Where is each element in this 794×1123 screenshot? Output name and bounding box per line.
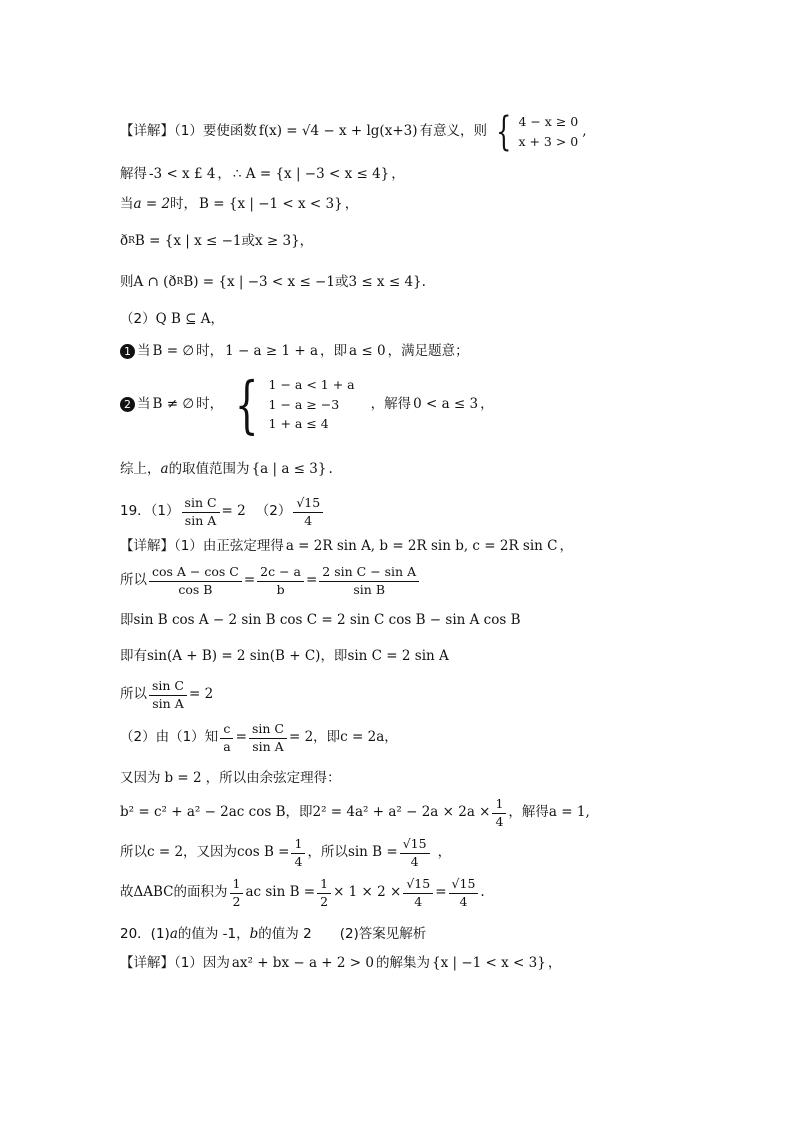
- line-12: [120, 566, 421, 596]
- line-17: [120, 772, 341, 786]
- text: ，: [559, 538, 573, 554]
- math: Q B ⊆ A: [155, 311, 211, 327]
- circled-number: 1: [120, 344, 135, 359]
- numerator: 1: [291, 838, 305, 854]
- answer-19: [120, 497, 325, 527]
- numerator: 1: [317, 878, 331, 894]
- fraction: [291, 838, 305, 868]
- fraction: [182, 497, 220, 527]
- fraction: [257, 566, 304, 596]
- denominator: sin A: [152, 695, 184, 711]
- sys-row: 4 − x ≥ 0: [518, 114, 579, 129]
- math: b² = c² + a² − 2ac cos B: [120, 804, 286, 821]
- math: a = 1: [548, 804, 586, 821]
- line-22: [120, 957, 561, 971]
- text: 有意义，则: [419, 123, 487, 140]
- text: ，: [299, 233, 314, 249]
- math: f(x) = √4 − x + lg(x+3): [258, 123, 418, 140]
- text: ，: [384, 729, 398, 746]
- text: 时，: [170, 196, 198, 212]
- math: sin(A + B) = 2 sin(B + C): [147, 648, 321, 664]
- complement-symbol: ð: [120, 233, 129, 249]
- fraction: [220, 723, 233, 753]
- text: 所以: [120, 844, 147, 861]
- math: =: [243, 572, 256, 589]
- math: sin B cos A − 2 sin B cos C = 2 sin C cos B − sin A cos B: [133, 612, 521, 628]
- denominator: 4: [304, 512, 313, 528]
- math: 2² = 4a² + a² − 2a × 2a ×: [312, 804, 491, 821]
- math: =: [435, 884, 447, 901]
- line-20: [120, 878, 485, 908]
- math: -3 < x £ 4: [149, 166, 216, 182]
- line-13: [120, 614, 521, 628]
- text: 即有: [120, 648, 147, 664]
- line-7: [120, 344, 469, 359]
- math: ax² + bx − a + 2 > 0: [231, 955, 374, 971]
- text: ，即: [313, 729, 341, 746]
- sys-row: 1 − a < 1 + a: [268, 377, 355, 392]
- line-2: [120, 168, 405, 182]
- math: B = {x | −1 < x < 3}: [199, 196, 343, 212]
- text: 【详解】（1）由正弦定理得: [120, 538, 284, 554]
- answer-20: [120, 928, 426, 942]
- denominator: b: [276, 581, 285, 597]
- math: ∴ A = {x | −3 < x ≤ 4}: [232, 166, 390, 182]
- math: B ≠ ∅: [152, 396, 195, 413]
- text: 即: [120, 612, 134, 628]
- denominator: 4: [459, 893, 468, 909]
- math: x ≥ 3}: [254, 233, 300, 249]
- line-15: [120, 680, 213, 710]
- fraction: [249, 723, 287, 753]
- circled-number: 2: [120, 397, 135, 412]
- numerator: c: [220, 723, 233, 739]
- math: A ∩ (ð: [133, 274, 177, 290]
- math: B = {x | x ≤ −1: [134, 233, 242, 249]
- math: sin C = 2 sin A: [347, 648, 449, 664]
- text: 当: [137, 342, 151, 359]
- subscript: R: [176, 277, 184, 288]
- text: 解得: [120, 166, 147, 182]
- punct: ,: [582, 123, 587, 140]
- fraction: [293, 497, 323, 527]
- numerator: 2c − a: [257, 566, 304, 582]
- line-11: [120, 540, 573, 554]
- text: （2）: [255, 503, 292, 520]
- line-16: [120, 723, 398, 753]
- math: {a | a ≤ 3}: [251, 461, 327, 477]
- math: a ≤ 0: [349, 342, 386, 359]
- line-4: [120, 235, 313, 249]
- text: ，: [547, 955, 562, 971]
- denominator: a: [223, 738, 231, 754]
- fraction: [449, 878, 479, 908]
- text: ，又因为: [183, 844, 238, 861]
- math: sin B =: [347, 844, 398, 861]
- text: ，: [480, 396, 494, 413]
- text: 所以: [120, 686, 147, 703]
- math: ΔABC: [133, 884, 174, 901]
- detail-line-1: [120, 109, 587, 155]
- line-8: [120, 368, 494, 441]
- math: = 2: [288, 729, 314, 746]
- math: 0 < a ≤ 3: [413, 396, 479, 413]
- fraction: [317, 878, 331, 908]
- math: 1 − a ≥ 1 + a: [225, 342, 319, 359]
- math: 3 ≤ x ≤ 4}: [348, 274, 422, 290]
- punct: .: [328, 461, 333, 477]
- text: 的解集为: [375, 955, 430, 971]
- math: = 2: [189, 686, 214, 703]
- denominator: 4: [410, 853, 419, 869]
- math: a = 2R sin A, b = 2R sin b, c = 2R sin C: [285, 538, 558, 554]
- denominator: 2: [320, 893, 329, 909]
- text: 或: [241, 233, 255, 249]
- text: 当: [137, 396, 151, 413]
- denominator: sin B: [353, 581, 386, 597]
- text: 综上，: [120, 461, 161, 477]
- line-19: [120, 838, 451, 868]
- math: a = 2: [133, 196, 171, 212]
- text: （2）: [120, 311, 156, 327]
- text: ，所以: [307, 844, 348, 861]
- text: ，即: [320, 342, 348, 359]
- math: b = 2: [164, 770, 202, 786]
- math: c = 2: [147, 844, 184, 861]
- text: 时，: [196, 342, 224, 359]
- text: ，: [217, 166, 231, 182]
- text: 时，: [196, 396, 224, 413]
- line-9: [120, 463, 333, 477]
- line-14: [120, 650, 449, 664]
- text: 的面积为: [173, 884, 228, 901]
- fraction: [149, 566, 242, 596]
- math: cos B =: [237, 844, 290, 861]
- fraction: [403, 878, 433, 908]
- fraction: [492, 798, 506, 828]
- math: a: [169, 926, 178, 942]
- denominator: sin A: [252, 738, 284, 754]
- text: 【详解】（1）因为: [120, 955, 230, 971]
- text: ，解得: [508, 804, 549, 821]
- text: 的取值范围为: [168, 461, 250, 477]
- fraction: [319, 566, 419, 596]
- numerator: √15: [449, 878, 479, 894]
- fraction: [149, 680, 187, 710]
- numerator: 2 sin C − sin A: [319, 566, 419, 582]
- numerator: √15: [403, 878, 433, 894]
- inequality-system: { 1 − a < 1 + a 1 − a ≥ −3 1 + a ≤ 4: [234, 368, 355, 441]
- punct: .: [421, 274, 426, 290]
- text: ，: [437, 844, 452, 861]
- numerator: sin C: [182, 497, 220, 513]
- text: 故: [120, 884, 134, 901]
- text: 又因为: [120, 770, 161, 786]
- math: {x | −1 < x < 3}: [431, 955, 546, 971]
- text: 的值为 -1，: [177, 926, 250, 942]
- text: 20．(1): [120, 926, 170, 942]
- text: ，解得: [370, 396, 412, 413]
- line-5: [120, 276, 426, 290]
- fraction: [400, 838, 430, 868]
- numerator: 1: [492, 798, 506, 814]
- math: =: [305, 572, 318, 589]
- sys-row: x + 3 > 0: [518, 133, 579, 149]
- text: （2）由（1）知: [120, 729, 219, 746]
- numerator: 1: [230, 878, 244, 894]
- numerator: √15: [293, 497, 323, 513]
- line-6: [120, 313, 224, 327]
- text: (2)答案见解析: [339, 926, 427, 942]
- text: ，所以由余弦定理得：: [205, 770, 341, 786]
- text: ，: [391, 166, 405, 182]
- text: ，满足题意；: [387, 342, 469, 359]
- inequality-system: { 4 − x ≥ 0 x + 3 > 0: [496, 109, 579, 155]
- denominator: 4: [294, 853, 303, 869]
- text: ，即: [285, 804, 313, 821]
- math: a: [160, 461, 169, 477]
- math: B = ∅: [152, 342, 195, 359]
- math: B) = {x | −3 < x ≤ −1: [183, 274, 335, 290]
- text: 19．（1）: [120, 503, 180, 520]
- line-3: [120, 198, 358, 212]
- text: ，: [344, 196, 359, 212]
- numerator: √15: [400, 838, 430, 854]
- text: 所以: [120, 572, 147, 589]
- math: =: [235, 729, 247, 746]
- numerator: sin C: [149, 680, 187, 696]
- math: ac sin B =: [245, 884, 316, 901]
- denominator: 4: [414, 893, 423, 909]
- math: b: [249, 926, 259, 942]
- math: c = 2a: [340, 729, 385, 746]
- text: ，即: [320, 648, 348, 664]
- subscript: R: [128, 236, 135, 247]
- punct: ,: [585, 804, 590, 821]
- denominator: 4: [495, 813, 504, 829]
- math: = 2: [221, 503, 246, 520]
- math: × 1 × 2 ×: [333, 884, 402, 901]
- text: 则: [120, 274, 134, 290]
- numerator: sin C: [249, 723, 287, 739]
- fraction: [230, 878, 244, 908]
- line-18: [120, 798, 590, 828]
- text: 当: [120, 196, 134, 212]
- numerator: cos A − cos C: [149, 566, 242, 582]
- punct: .: [480, 884, 485, 901]
- sys-row: 1 − a ≥ −3: [268, 396, 340, 412]
- text: ，: [210, 311, 225, 327]
- denominator: cos B: [178, 581, 213, 597]
- denominator: 2: [232, 893, 241, 909]
- sys-row: 1 + a ≤ 4: [268, 416, 329, 432]
- text: 的值为 2: [258, 926, 312, 942]
- denominator: sin A: [184, 512, 217, 528]
- text: 【详解】（1）要使函数: [120, 123, 257, 140]
- text: 或: [334, 274, 349, 290]
